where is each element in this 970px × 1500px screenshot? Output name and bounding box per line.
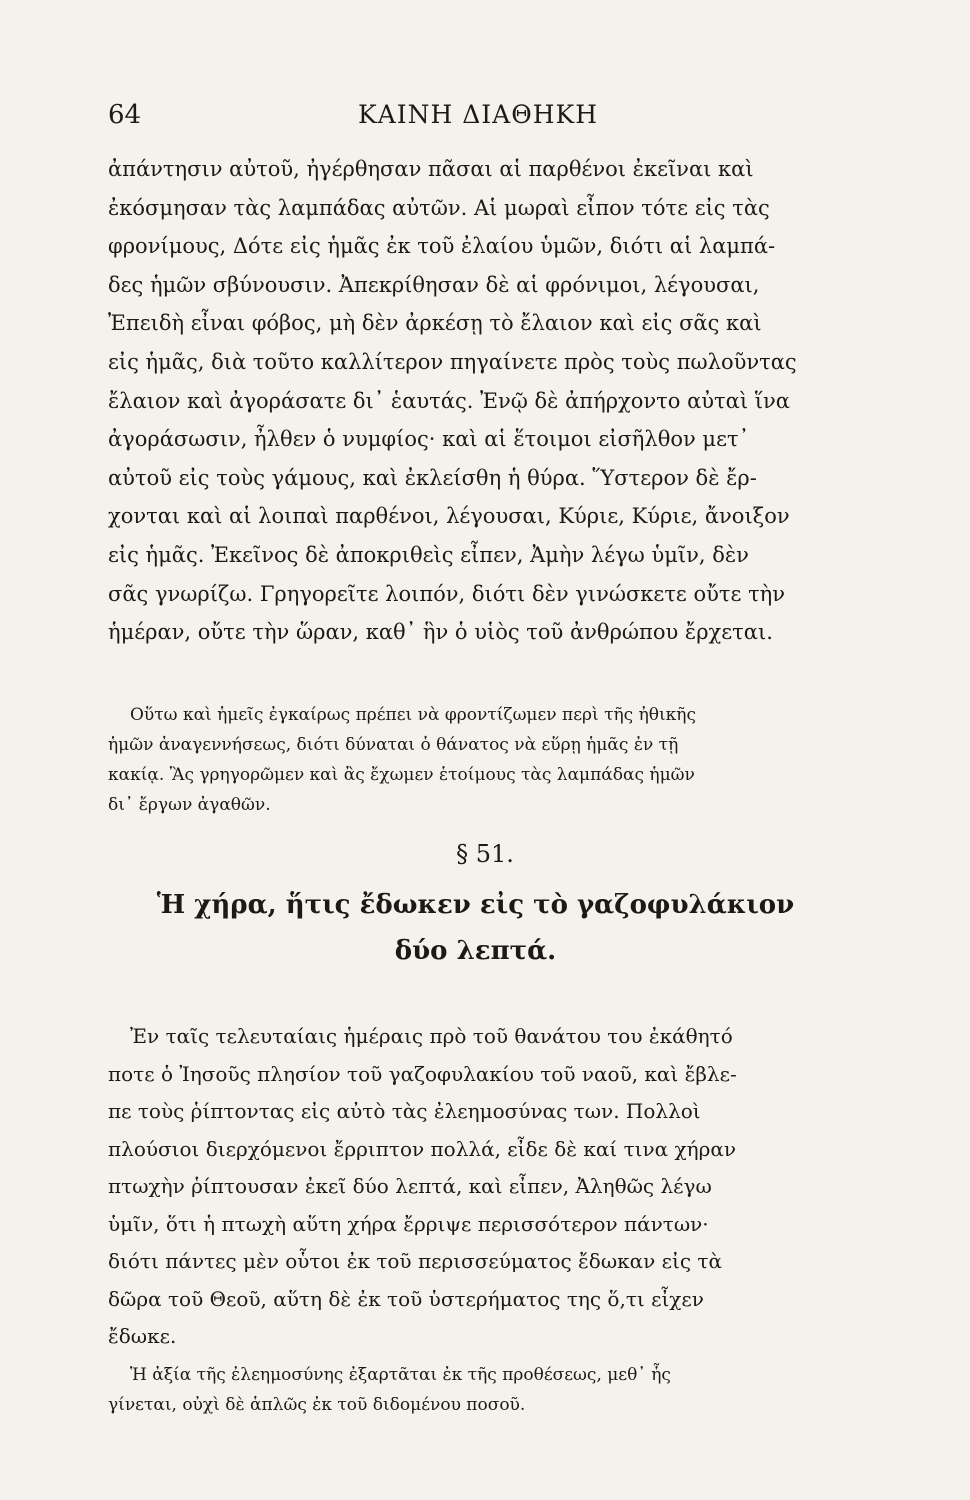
passage-parable-of-virgins: [108, 150, 843, 652]
note-line: δι᾽ ἔργων ἀγαθῶν.: [108, 795, 271, 815]
text-line: ἔλαιον καὶ ἀγοράσατε δι᾽ ἑαυτάς. Ἐνῷ δὲ ἀπήρχοντο αὐταὶ ἵνα: [108, 388, 790, 413]
text-line: Ἐν ταῖς τελευταίαις ἡμέραις πρὸ τοῦ θανάτου του ἐκάθητό: [130, 1024, 733, 1048]
text-line: αὐτοῦ εἰς τοὺς γάμους, καὶ ἐκλείσθη ἡ θύρα. Ὕστερον δὲ ἔρ-: [108, 465, 757, 490]
text-line: ἀγοράσωσιν, ἦλθεν ὁ νυμφίος· καὶ αἱ ἕτοιμοι εἰσῆλθον μετ᾽: [108, 427, 750, 452]
section-title: [108, 882, 843, 974]
running-title: ΚΑΙΝΗ ΔΙΑΘΗΚΗ: [358, 100, 598, 129]
text-line: Ἐπειδὴ εἶναι φόβος, μὴ δὲν ἀρκέσῃ τὸ ἔλαιον καὶ εἰς σᾶς καὶ: [108, 311, 762, 336]
text-line: ἡμέραν, οὔτε τὴν ὥραν, καθ᾽ ἣν ὁ υἱὸς τοῦ ἀνθρώπου ἔρχεται.: [108, 620, 773, 645]
note-line: κακίᾳ. Ἂς γρηγορῶμεν καὶ ἂς ἔχωμεν ἑτοίμους τὰς λαμπάδας ἡμῶν: [108, 765, 695, 785]
text-line: δῶρα τοῦ Θεοῦ, αὕτη δὲ ἐκ τοῦ ὑστερήματος της ὅ,τι εἶχεν: [108, 1286, 704, 1311]
section-number: § 51.: [456, 840, 514, 868]
note-line: Ἡ ἀξία τῆς ἐλεημοσύνης ἐξαρτᾶται ἐκ τῆς προθέσεως, μεθ᾽ ἧς: [130, 1365, 671, 1385]
text-line: πλούσιοι διερχόμενοι ἔρριπτον πολλά, εἶδε δὲ καί τινα χήραν: [108, 1136, 737, 1161]
text-line: σᾶς γνωρίζω. Γρηγορεῖτε λοιπόν, διότι δὲν γινώσκετε οὔτε τὴν: [108, 581, 786, 606]
page-number: 64: [108, 100, 142, 130]
text-line: ἀπάντησιν αὐτοῦ, ἠγέρθησαν πᾶσαι αἱ παρθένοι ἐκεῖναι καὶ: [108, 157, 754, 181]
section-title-line: Ἡ χήρα, ἥτις ἔδωκεν εἰς τὸ γαζοφυλάκιον: [156, 890, 795, 920]
moral-note: [108, 700, 843, 820]
text-line: πτωχὴν ῥίπτουσαν ἐκεῖ δύο λεπτά, καὶ εἶπεν, Ἀληθῶς λέγω: [108, 1174, 712, 1198]
passage-widows-mite: [108, 1018, 843, 1356]
text-line: εἰς ἡμᾶς, διὰ τοῦτο καλλίτερον πηγαίνετε πρὸς τοὺς πωλοῦντας: [108, 349, 797, 374]
text-line: φρονίμους, Δότε εἰς ἡμᾶς ἐκ τοῦ ἐλαίου ὑμῶν, διότι αἱ λαμπά-: [108, 234, 776, 259]
section-title-line: δύο λεπτά.: [394, 936, 557, 966]
page-header: [108, 100, 848, 140]
text-line: ἔδωκε.: [108, 1324, 177, 1348]
alms-note: [108, 1360, 843, 1420]
text-line: δες ἡμῶν σβύνουσιν. Ἀπεκρίθησαν δὲ αἱ φρόνιμοι, λέγουσαι,: [108, 272, 760, 297]
note-line: Οὕτω καὶ ἡμεῖς ἐγκαίρως πρέπει νὰ φροντίζωμεν περὶ τῆς ἠθικῆς: [130, 705, 697, 725]
note-line: γίνεται, οὐχὶ δὲ ἁπλῶς ἐκ τοῦ διδομένου ποσοῦ.: [108, 1395, 526, 1415]
text-line: πε τοὺς ῥίπτοντας εἰς αὐτὸ τὰς ἐλεημοσύνας των. Πολλοὶ: [108, 1099, 701, 1123]
text-line: εἰς ἡμᾶς. Ἐκεῖνος δὲ ἀποκριθεὶς εἶπεν, Ἀμὴν λέγω ὑμῖν, δὲν: [108, 542, 749, 567]
text-line: ἐκόσμησαν τὰς λαμπάδας αὐτῶν. Αἱ μωραὶ εἶπον τότε εἰς τὰς: [108, 195, 770, 220]
text-line: ποτε ὁ Ἰησοῦς πλησίον τοῦ γαζοφυλακίου τοῦ ναοῦ, καὶ ἔβλε-: [108, 1061, 737, 1086]
text-line: χονται καὶ αἱ λοιπαὶ παρθένοι, λέγουσαι, Κύριε, Κύριε, ἄνοιξον: [108, 504, 790, 529]
text-line: ὑμῖν, ὅτι ἡ πτωχὴ αὕτη χήρα ἔρριψε περισσότερον πάντων·: [108, 1211, 709, 1236]
text-line: διότι πάντες μὲν οὗτοι ἐκ τοῦ περισσεύματος ἔδωκαν εἰς τὰ: [108, 1249, 722, 1273]
note-line: ἡμῶν ἀναγεννήσεως, διότι δύναται ὁ θάνατος νὰ εὕρῃ ἡμᾶς ἐν τῇ: [108, 735, 679, 755]
